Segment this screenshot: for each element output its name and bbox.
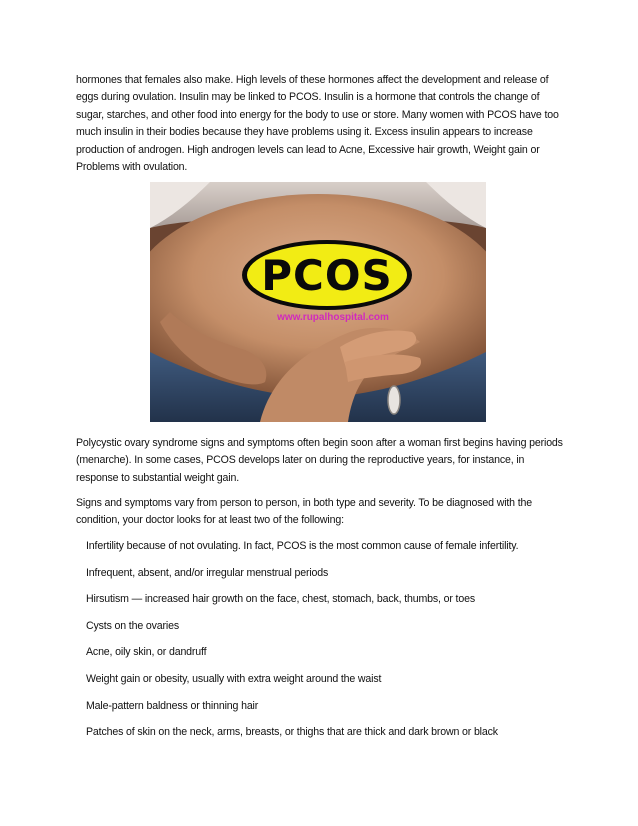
logo-text: PCOS — [261, 250, 393, 300]
list-item: Weight gain or obesity, usually with extra weight around the waist — [86, 672, 382, 685]
symptom-list — [86, 538, 556, 751]
pcos-photo — [150, 182, 486, 422]
hospital-url: www.rupalhospital.com — [277, 312, 389, 323]
intro-paragraph: hormones that females also make. High levels of these hormones affect the development and release of eggs during ovulation. Insulin may be linked to PCOS. Insulin is a hormone that controls the change of sugar, starches, and other food into energy for the body to use or store. Many women with PCOS have too much insulin in their bodies because they have problems using it. Excess insulin appears to increase production of androgen. High androgen levels can lead to Acne, Excessive hair growth, Weight gain or Problems with ovulation. — [76, 74, 559, 174]
list-item: Infrequent, absent, and/or irregular menstrual periods — [86, 566, 329, 579]
list-item: Patches of skin on the neck, arms, breasts, or thighs that are thick and dark brown or black — [86, 726, 498, 739]
onset-paragraph: Polycystic ovary syndrome signs and symptoms often begin soon after a woman first begins having periods (menarche). In some cases, PCOS develops later on during the reproductive years, for instance, in response to substantial weight gain. — [76, 437, 563, 484]
list-item: Hirsutism — increased hair growth on the face, chest, stomach, back, thumbs, or toes — [86, 593, 475, 606]
criteria-paragraph: Signs and symptoms vary from person to person, in both type and severity. To be diagnosed with the condition, your doctor looks for at least two of the following: — [76, 497, 532, 527]
list-item: Acne, oily skin, or dandruff — [86, 646, 207, 659]
pcos-logo — [240, 238, 414, 312]
list-item: Cysts on the ovaries — [86, 619, 179, 632]
list-item: Infertility because of not ovulating. In fact, PCOS is the most common cause of female infertility. — [86, 540, 519, 552]
list-item: Male-pattern baldness or thinning hair — [86, 699, 259, 712]
